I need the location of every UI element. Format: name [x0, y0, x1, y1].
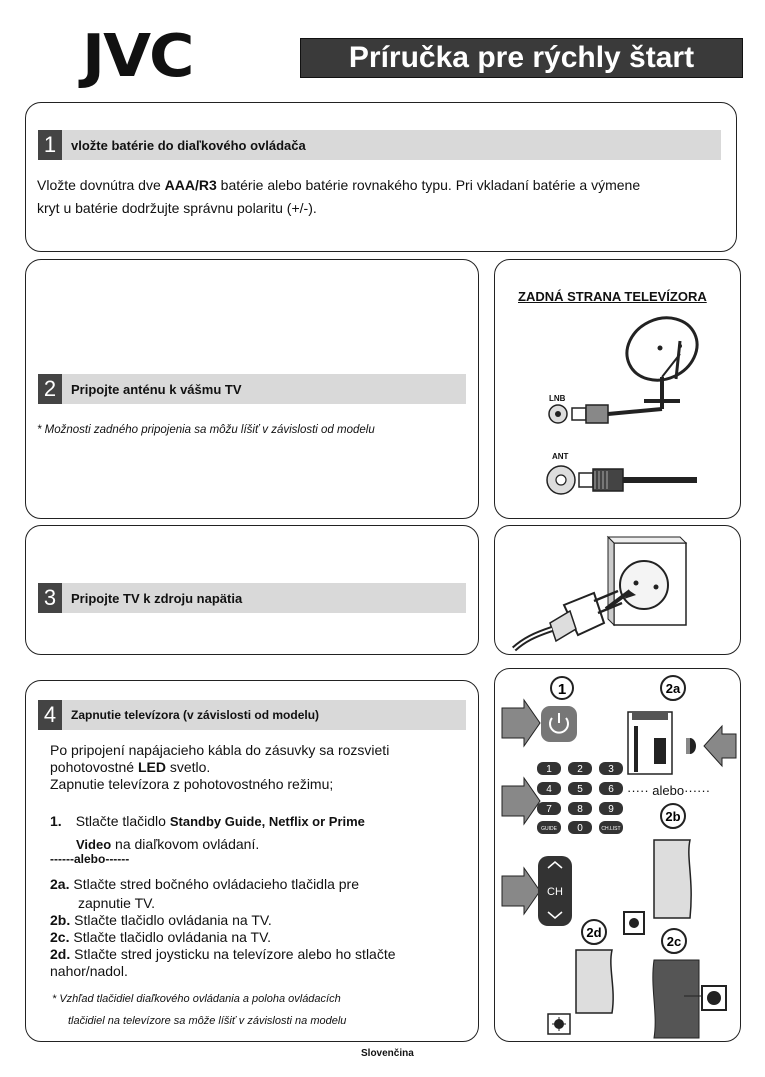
remote-ch-rocker — [538, 856, 572, 926]
svg-text:7: 7 — [546, 804, 552, 815]
lnb-label: LNB — [549, 394, 566, 403]
power-socket-illustration — [494, 525, 741, 655]
remote-keypad — [537, 762, 623, 834]
arrow-right-icon — [502, 700, 540, 746]
lnb-connector-icon — [549, 405, 662, 423]
svg-text:8: 8 — [577, 804, 583, 815]
tv-back-button-icon — [653, 960, 726, 1038]
step2-header — [38, 374, 466, 404]
footer-language: Slovenčina — [361, 1048, 414, 1059]
badge-2b — [661, 804, 685, 828]
power-on-illustration — [494, 668, 741, 1042]
remote-power-button — [541, 706, 577, 742]
step4-alebo: ------alebo------ — [50, 852, 130, 866]
svg-text:1: 1 — [557, 681, 567, 698]
tv-joystick-icon — [548, 950, 613, 1034]
step1-header — [38, 130, 721, 160]
step3-label: Pripojte TV k zdroju napätia — [71, 590, 243, 606]
ant-label: ANT — [552, 452, 569, 461]
svg-text:9: 9 — [608, 804, 614, 815]
step1-text: Vložte dovnútra dve AAA/R3 batérie alebo batérie rovnakého typu. Pri vkladaní batérie a výmene kryt u batérie dodržujte správnu polaritu (+/-). — [37, 177, 641, 216]
step4-item2-list: 2a. Stlačte stred bočného ovládacieho tlačidla pre zapnutie TV. 2b. Stlačte tlačidlo ovládania na TV. 2c. Stlačte tlačidlo ovládania na TV. 2d. Stlačte stred joysticku na televízore alebo ho stlačte nahor/nadol. — [50, 876, 396, 979]
svg-text:GUIDE: GUIDE — [541, 826, 557, 832]
badge-1 — [551, 677, 573, 699]
arrow-right-icon — [502, 778, 540, 824]
step4-number: 4 — [38, 700, 62, 730]
svg-text:4: 4 — [546, 784, 552, 795]
svg-text:3: 3 — [608, 764, 614, 775]
step3-number: 3 — [38, 583, 62, 613]
tv-side-button-icon — [628, 712, 696, 774]
badge-2c — [662, 929, 686, 953]
svg-text:0: 0 — [577, 823, 583, 834]
badge-2d — [582, 920, 606, 944]
tv-bottom-button-icon — [624, 840, 691, 934]
badge-2a — [661, 676, 685, 700]
step2-label: Pripojte anténu k vášmu TV — [71, 381, 242, 397]
svg-text:CH: CH — [547, 886, 563, 898]
step4-intro: Po pripojení napájacieho kábla do zásuvky sa rozsvieti pohotovostné LED svetlo. Zapnutie televízora z pohotovostného režimu; — [50, 742, 390, 792]
svg-text:2: 2 — [577, 764, 583, 775]
arrow-right-icon — [502, 868, 540, 914]
step4-item1: 1. Stlačte tlačidlo Standby Guide, Netflix or Prime Video na diaľkovom ovládaní. — [50, 813, 365, 852]
rear-title: ZADNÁ STRANA TELEVÍZORA — [518, 289, 707, 304]
step4-label: Zapnutie televízora (v závislosti od modelu) — [71, 708, 320, 722]
step3-header — [38, 583, 466, 613]
jvc-logo: JVC — [82, 20, 193, 91]
step4-header — [38, 700, 466, 730]
page-title: Príručka pre rýchly štart — [300, 38, 743, 78]
svg-text:2c: 2c — [666, 934, 682, 949]
step2-number: 2 — [38, 374, 62, 404]
antenna-connection-illustration — [494, 259, 741, 519]
satellite-dish-icon — [617, 307, 708, 407]
arrow-left-icon — [704, 726, 736, 766]
step2-note: * Možnosti zadného pripojenia sa môžu líšiť v závislosti od modelu — [37, 424, 375, 436]
illustration-alebo: ····· alebo······ — [627, 783, 711, 798]
step4-note: * Vzhľad tlačidiel diaľkového ovládania a poloha ovládacích tlačidiel na televízore sa môže líšiť v závislosti na modelu — [52, 993, 347, 1027]
svg-text:2d: 2d — [586, 925, 602, 940]
svg-text:2b: 2b — [665, 809, 681, 824]
step1-number: 1 — [38, 130, 62, 160]
step1-label: vložte batérie do diaľkového ovládača — [71, 137, 306, 153]
svg-text:6: 6 — [608, 784, 614, 795]
svg-text:2a: 2a — [665, 681, 681, 696]
ant-connector-icon — [547, 466, 697, 494]
svg-text:CH.LIST: CH.LIST — [601, 826, 621, 832]
svg-text:5: 5 — [577, 784, 583, 795]
wall-socket-icon — [608, 537, 686, 625]
svg-text:1: 1 — [546, 764, 552, 775]
